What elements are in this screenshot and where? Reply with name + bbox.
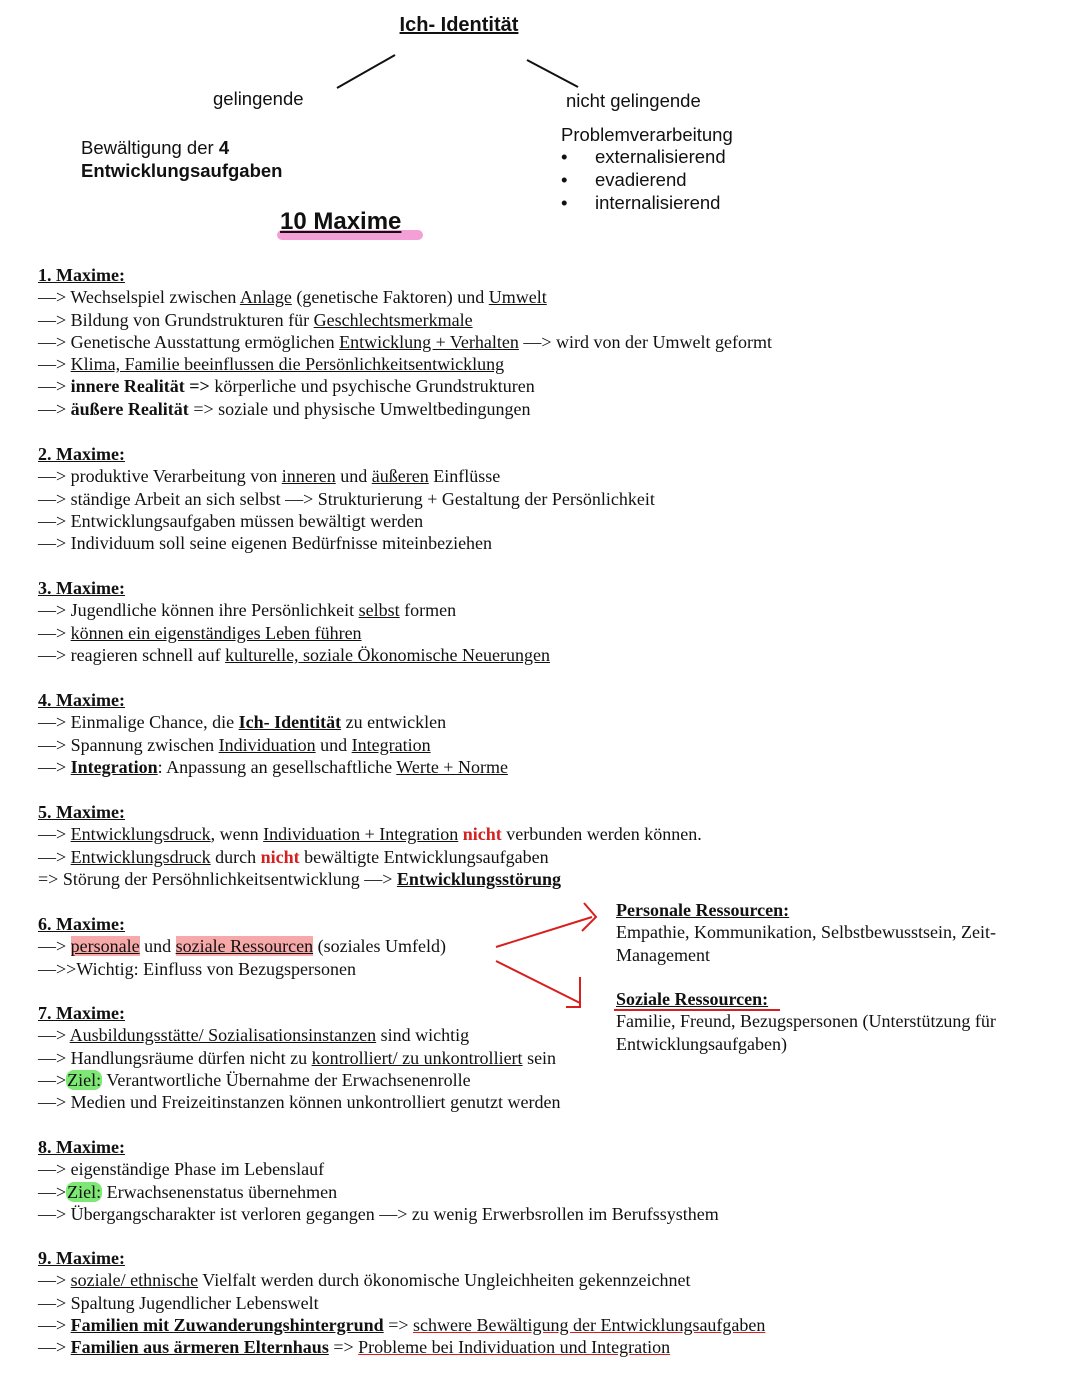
maxime-5-title: 5. Maxime: <box>38 801 139 823</box>
list-item: —> personale und soziale Ressourcen (soziales Umfeld) <box>38 936 447 957</box>
social-resources-text: Familie, Freund, Bezugspersonen (Unterstützung für Entwicklungsaufgaben) <box>616 1011 996 1054</box>
maxime-3 <box>38 577 550 666</box>
right-branch-description: Problemverarbeitung <box>561 124 733 145</box>
list-item: —> Jugendliche können ihre Persönlichkeit selbst formen <box>38 600 457 621</box>
list-item: —> äußere Realität => soziale und physische Umweltbedingungen <box>38 398 531 419</box>
list-item: —> Spaltung Jugendlicher Lebenswelt <box>38 1292 319 1313</box>
personal-resources-title: Personale Ressourcen: <box>616 899 789 921</box>
maxime-6 <box>38 913 446 980</box>
list-item: —> innere Realität => körperliche und psychische Grundstrukturen <box>38 376 535 397</box>
maxime-heading: 10 Maxime <box>280 208 402 235</box>
list-item: —> Entwicklungsdruck durch nicht bewältigte Entwicklungsaufgaben <box>38 846 549 867</box>
bullet-list <box>561 145 726 214</box>
branch-lines <box>0 0 1080 260</box>
left-branch-description <box>81 136 282 182</box>
maxime-1 <box>38 264 772 420</box>
maxime-7 <box>38 1002 561 1113</box>
right-branch-line <box>527 60 578 87</box>
list-item: • externalisierend <box>561 146 726 167</box>
maxime-1-title: 1. Maxime: <box>38 264 139 286</box>
maxime-7-title: 7. Maxime: <box>38 1002 139 1024</box>
maxime-2 <box>38 443 655 554</box>
list-item: —> Bildung von Grundstrukturen für Geschlechtsmerkmale <box>38 309 473 330</box>
list-item: —> Übergangscharakter ist verloren gegangen —> zu wenig Erwerbsrollen im Berufssysthem <box>38 1203 719 1224</box>
social-resources-title: Soziale Ressourcen: <box>616 989 769 1009</box>
left-desc-text2: Entwicklungsaufgaben <box>81 160 283 181</box>
list-item: —> Integration: Anpassung an gesellschaftliche Werte + Norme <box>38 756 508 777</box>
list-item: —> Entwicklungsdruck, wenn Individuation + Integration nicht verbunden werden können. <box>38 824 702 845</box>
list-item: —> Ausbildungsstätte/ Sozialisationsinstanzen sind wichtig <box>38 1025 470 1046</box>
left-desc-text: Bewältigung der <box>81 137 219 158</box>
personal-resources <box>616 899 1046 966</box>
right-branch-label: nicht gelingende <box>566 90 701 111</box>
maxime-6-title: 6. Maxime: <box>38 913 139 935</box>
maxime-8-title: 8. Maxime: <box>38 1136 139 1158</box>
list-item: • evadierend <box>561 169 687 190</box>
list-item: —> ständige Arbeit an sich selbst —> Strukturierung + Gestaltung der Persönlichkeit <box>38 488 655 509</box>
list-item: —> produktive Verarbeitung von inneren und äußeren Einflüsse <box>38 466 501 487</box>
left-desc-number: 4 <box>218 137 230 158</box>
left-branch-line <box>337 55 395 88</box>
maxime-2-title: 2. Maxime: <box>38 443 139 465</box>
list-item: => Störung der Persöhnlichkeitsentwicklung —> Entwicklungsstörung <box>38 868 561 889</box>
left-branch-label: gelingende <box>213 88 304 109</box>
list-item: —> können ein eigenständiges Leben führen <box>38 622 362 643</box>
maxime-5 <box>38 801 702 890</box>
list-item: —> Klima, Familie beeinflussen die Persönlichkeitsentwicklung <box>38 354 505 375</box>
list-item: —> Familien aus ärmeren Elternhaus => Probleme bei Individuation und Integration <box>38 1337 671 1358</box>
social-title-underline <box>614 1009 780 1011</box>
page-title: Ich- Identität <box>399 14 519 36</box>
personal-resources-text: Empathie, Kommunikation, Selbstbewusstsein, Zeit-Management <box>616 922 996 965</box>
arrow-to-personal <box>496 917 592 947</box>
list-item: —>Ziel: Erwachsenenstatus übernehmen <box>38 1181 338 1202</box>
maxime-4-title: 4. Maxime: <box>38 689 139 711</box>
maxime-9-title: 9. Maxime: <box>38 1247 139 1269</box>
list-item: —> Einmalige Chance, die Ich- Identität zu entwicklen <box>38 712 447 733</box>
list-item: —>>Wichtig: Einfluss von Bezugspersonen <box>38 958 357 979</box>
list-item: —> soziale/ ethnische Vielfalt werden durch ökonomische Ungleichheiten gekennzeichnet <box>38 1270 691 1291</box>
arrow-to-social <box>496 961 580 1003</box>
list-item: —> eigenständige Phase im Lebenslauf <box>38 1159 325 1180</box>
list-item: —> Entwicklungsaufgaben müssen bewältigt werden <box>38 510 424 531</box>
list-item: —> Wechselspiel zwischen Anlage (genetische Faktoren) und Umwelt <box>38 287 547 308</box>
maxime-4 <box>38 689 508 778</box>
list-item: —> Familien mit Zuwanderungshintergrund => schwere Bewältigung der Entwicklungsaufgaben <box>38 1314 766 1335</box>
list-item: —> reagieren schnell auf kulturelle, soziale Ökonomische Neuerungen <box>38 644 550 665</box>
list-item: —>Ziel: Verantwortliche Übernahme der Erwachsenenrolle <box>38 1069 471 1090</box>
list-item: —> Genetische Ausstattung ermöglichen Entwicklung + Verhalten —> wird von der Umwelt geformt <box>38 331 772 352</box>
list-item: —> Medien und Freizeitinstanzen können unkontrolliert genutzt werden <box>38 1092 561 1113</box>
maxime-3-title: 3. Maxime: <box>38 577 139 599</box>
list-item: —> Spannung zwischen Individuation und Integration <box>38 734 431 755</box>
maxime-9 <box>38 1247 765 1358</box>
list-item: —> Handlungsräume dürfen nicht zu kontrolliert/ zu unkontrolliert sein <box>38 1047 557 1068</box>
list-item: • internalisierend <box>561 192 721 213</box>
list-item: —> Individuum soll seine eigenen Bedürfnisse miteinbeziehen <box>38 533 493 554</box>
maxime-8 <box>38 1136 719 1225</box>
social-resources <box>616 988 1046 1055</box>
